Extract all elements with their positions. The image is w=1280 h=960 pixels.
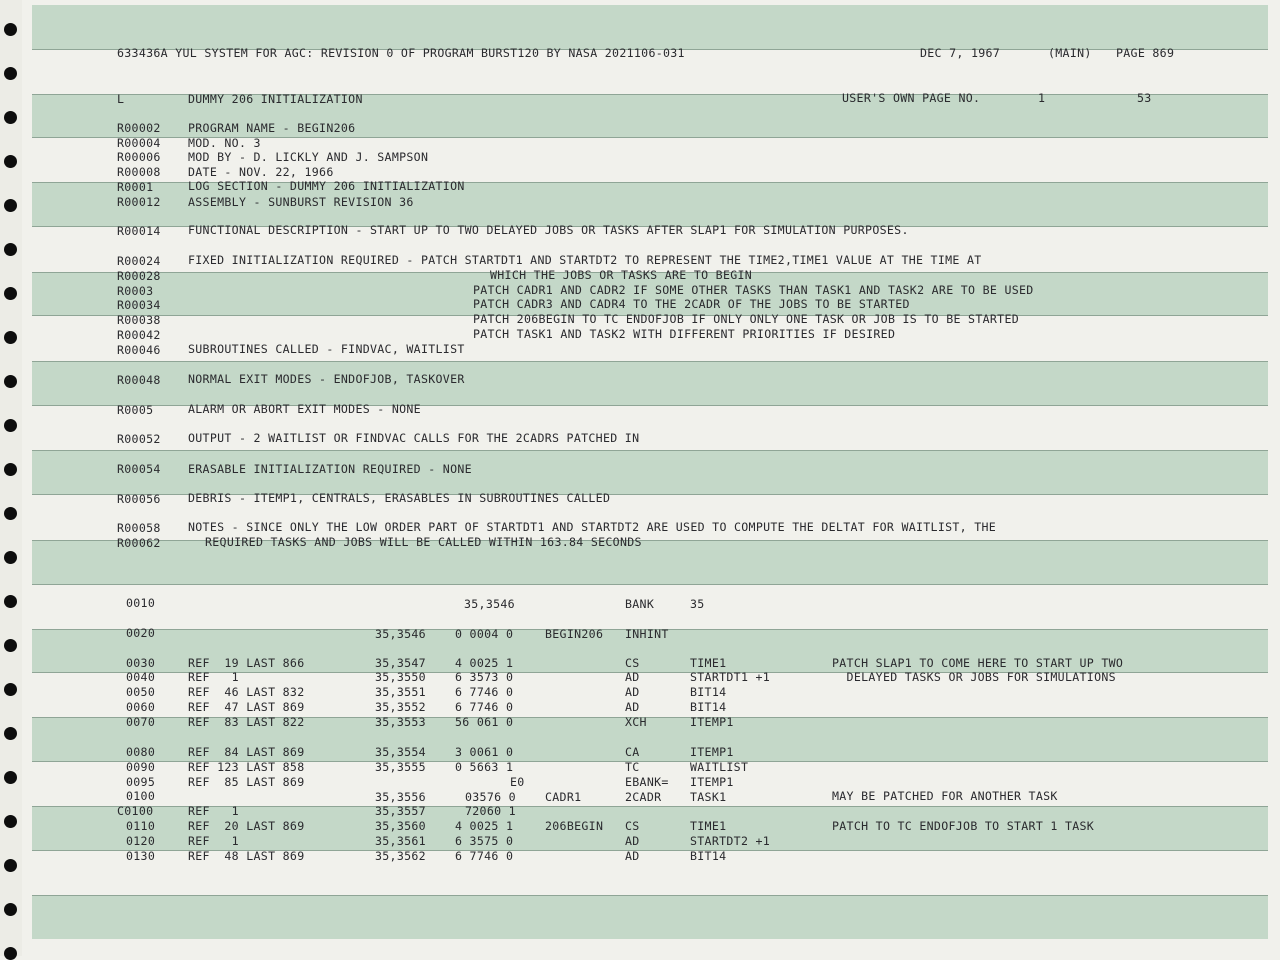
code-word: 0 5663 1 <box>455 760 514 774</box>
code-address: 35,3552 <box>375 700 426 714</box>
code-address: 35,3556 <box>375 790 426 804</box>
sprocket-strip <box>0 0 22 956</box>
punch-hole <box>4 859 17 872</box>
remark-text: MOD BY - D. LICKLY AND J. SAMPSON <box>188 150 429 164</box>
punch-hole <box>4 639 17 652</box>
punch-hole <box>4 551 17 564</box>
remark-id: R00012 <box>117 195 161 209</box>
code-word: 6 7746 0 <box>455 700 514 714</box>
code-opcode: AD <box>625 849 640 863</box>
code-comment: DELAYED TASKS OR JOBS FOR SIMULATIONS <box>832 670 1116 684</box>
remark-text: SUBROUTINES CALLED - FINDVAC, WAITLIST <box>188 342 465 356</box>
remark-text: WHICH THE JOBS OR TASKS ARE TO BEGIN <box>490 268 753 282</box>
users-page-number: 1 <box>1038 91 1046 105</box>
remark-id: R0001 <box>117 180 154 194</box>
code-operand: TASK1 <box>690 790 727 804</box>
remark-id: R0003 <box>117 284 154 298</box>
remark-text: NORMAL EXIT MODES - ENDOFJOB, TASKOVER <box>188 372 465 386</box>
remark-text: FUNCTIONAL DESCRIPTION - START UP TO TWO DELAYED JOBS OR TASKS AFTER SLAP1 FOR SIMULATION PURPOSES. <box>188 223 909 237</box>
remark-text: DEBRIS - ITEMP1, CENTRALS, ERASABLES IN SUBROUTINES CALLED <box>188 491 611 505</box>
punch-hole <box>4 771 17 784</box>
code-word: 56 061 0 <box>455 715 514 729</box>
code-comment: PATCH TO TC ENDOFJOB TO START 1 TASK <box>832 819 1095 833</box>
code-line-number: 0010 <box>126 596 156 610</box>
code-line-number: 0110 <box>126 819 156 833</box>
code-line-number: 0070 <box>126 715 156 729</box>
remark-id: R00004 <box>117 136 161 150</box>
remark-text: PROGRAM NAME - BEGIN206 <box>188 121 356 135</box>
punch-hole <box>4 947 17 960</box>
code-reference: REF 20 LAST 869 <box>188 819 305 833</box>
code-reference: REF 19 LAST 866 <box>188 656 305 670</box>
code-operand: BIT14 <box>690 685 727 699</box>
remark-id: R00058 <box>117 521 161 535</box>
remark-id: R00046 <box>117 343 161 357</box>
code-opcode: AD <box>625 834 640 848</box>
punch-hole <box>4 683 17 696</box>
code-opcode: AD <box>625 670 640 684</box>
remark-text: PATCH CADR3 AND CADR4 TO THE 2CADR OF THE JOBS TO BE STARTED <box>473 297 910 311</box>
code-opcode: XCH <box>625 715 647 729</box>
punch-hole <box>4 903 17 916</box>
code-line-number: 0120 <box>126 834 156 848</box>
code-operand: WAITLIST <box>690 760 749 774</box>
code-address: 35,3557 <box>375 804 426 818</box>
remark-text: PATCH CADR1 AND CADR2 IF SOME OTHER TASKS THAN TASK1 AND TASK2 ARE TO BE USED <box>473 283 1034 297</box>
punch-hole <box>4 287 17 300</box>
code-comment: PATCH SLAP1 TO COME HERE TO START UP TWO <box>832 656 1124 670</box>
header-line: 633436A YUL SYSTEM FOR AGC: REVISION 0 OF PROGRAM BURST120 BY NASA 2021106-031 <box>117 46 685 60</box>
listing-title: DUMMY 206 INITIALIZATION <box>188 92 363 106</box>
remark-id: R00024 <box>117 254 161 268</box>
code-word: E0 <box>510 775 525 789</box>
code-word: 4 0025 1 <box>455 819 514 833</box>
code-address: 35,3551 <box>375 685 426 699</box>
code-line-number: 0100 <box>126 789 156 803</box>
remark-id: R00006 <box>117 150 161 164</box>
remark-id: R00042 <box>117 328 161 342</box>
remark-text: LOG SECTION - DUMMY 206 INITIALIZATION <box>188 179 465 193</box>
code-address: 35,3553 <box>375 715 426 729</box>
code-operand: ITEMP1 <box>690 775 734 789</box>
remark-text: MOD. NO. 3 <box>188 136 261 150</box>
remark-text: ASSEMBLY - SUNBURST REVISION 36 <box>188 195 414 209</box>
code-line-number: 0050 <box>126 685 156 699</box>
remark-id: R00056 <box>117 492 161 506</box>
code-reference: REF 47 LAST 869 <box>188 700 305 714</box>
remark-text: PATCH 206BEGIN TO TC ENDOFJOB IF ONLY ONLY ONE TASK OR JOB IS TO BE STARTED <box>473 312 1020 326</box>
punch-hole <box>4 727 17 740</box>
code-operand: TIME1 <box>690 656 727 670</box>
code-opcode: BANK <box>625 597 655 611</box>
punch-hole <box>4 67 17 80</box>
punch-hole <box>4 199 17 212</box>
code-line-number: 0080 <box>126 745 156 759</box>
code-opcode: TC <box>625 760 640 774</box>
code-word: 03576 0 <box>465 790 516 804</box>
remark-id: R0005 <box>117 403 154 417</box>
remark-text: FIXED INITIALIZATION REQUIRED - PATCH STARTDT1 AND STARTDT2 TO REPRESENT THE TIME2,TIME1 VALUE AT THE TIME AT <box>188 253 982 267</box>
code-word: 3 0061 0 <box>455 745 514 759</box>
code-operand: ITEMP1 <box>690 715 734 729</box>
code-reference: REF 85 LAST 869 <box>188 775 305 789</box>
code-operand: STARTDT1 +1 <box>690 670 771 684</box>
remark-id: R00014 <box>117 224 161 238</box>
code-word: 6 7746 0 <box>455 685 514 699</box>
punch-hole <box>4 331 17 344</box>
code-opcode: CA <box>625 745 640 759</box>
punch-hole <box>4 111 17 124</box>
code-word: 0 0004 0 <box>455 627 514 641</box>
code-opcode: CS <box>625 656 640 670</box>
code-opcode: EBANK= <box>625 775 669 789</box>
code-address: 35,3546 <box>375 627 426 641</box>
code-line-number: 0040 <box>126 670 156 684</box>
remark-text: PATCH TASK1 AND TASK2 WITH DIFFERENT PRIORITIES IF DESIRED <box>473 327 896 341</box>
punch-hole <box>4 375 17 388</box>
code-line-number: C0100 <box>117 804 154 818</box>
code-address: 35,3562 <box>375 849 426 863</box>
code-reference: REF 46 LAST 832 <box>188 685 305 699</box>
remark-id: R00054 <box>117 462 161 476</box>
code-reference: REF 84 LAST 869 <box>188 745 305 759</box>
header-main: (MAIN) <box>1048 46 1092 60</box>
punch-hole <box>4 463 17 476</box>
remark-id: R00002 <box>117 121 161 135</box>
remark-id: R00038 <box>117 313 161 327</box>
code-reference: REF 1 <box>188 834 239 848</box>
code-address: 35,3560 <box>375 819 426 833</box>
code-word: 6 3573 0 <box>455 670 514 684</box>
punch-hole <box>4 507 17 520</box>
remark-text: OUTPUT - 2 WAITLIST OR FINDVAC CALLS FOR THE 2CADRS PATCHED IN <box>188 431 640 445</box>
code-address: 35,3561 <box>375 834 426 848</box>
punch-hole <box>4 419 17 432</box>
code-operand: TIME1 <box>690 819 727 833</box>
remark-id: R00034 <box>117 298 161 312</box>
code-reference: REF 1 <box>188 804 239 818</box>
code-word: 4 0025 1 <box>455 656 514 670</box>
code-operand: BIT14 <box>690 700 727 714</box>
header-date: DEC 7, 1967 <box>920 46 1001 60</box>
code-label: CADR1 <box>545 790 582 804</box>
remark-text: ERASABLE INITIALIZATION REQUIRED - NONE <box>188 462 472 476</box>
code-operand: ITEMP1 <box>690 745 734 759</box>
code-operand: 35 <box>690 597 705 611</box>
header-page-number: PAGE 869 <box>1116 46 1175 60</box>
code-opcode: AD <box>625 700 640 714</box>
remark-id: R00062 <box>117 536 161 550</box>
remark-id: R00048 <box>117 373 161 387</box>
code-reference: REF 123 LAST 858 <box>188 760 305 774</box>
code-reference: REF 48 LAST 869 <box>188 849 305 863</box>
remark-text: ALARM OR ABORT EXIT MODES - NONE <box>188 402 421 416</box>
punch-hole <box>4 243 17 256</box>
code-opcode: CS <box>625 819 640 833</box>
remark-id: R00028 <box>117 269 161 283</box>
code-word: 72060 1 <box>465 804 516 818</box>
remark-id: R00052 <box>117 432 161 446</box>
code-opcode: AD <box>625 685 640 699</box>
remark-id: R00008 <box>117 165 161 179</box>
code-opcode: 2CADR <box>625 790 662 804</box>
code-operand: STARTDT2 +1 <box>690 834 771 848</box>
code-label: 206BEGIN <box>545 819 604 833</box>
code-label: BEGIN206 <box>545 627 604 641</box>
code-word: 6 3575 0 <box>455 834 514 848</box>
code-address: 35,3554 <box>375 745 426 759</box>
code-line-number: 0130 <box>126 849 156 863</box>
punch-hole <box>4 23 17 36</box>
remark-text: DATE - NOV. 22, 1966 <box>188 165 334 179</box>
code-word: 6 7746 0 <box>455 849 514 863</box>
code-line-number: 0030 <box>126 656 156 670</box>
title-flag: L <box>117 92 125 106</box>
code-address: 35,3555 <box>375 760 426 774</box>
remark-text: NOTES - SINCE ONLY THE LOW ORDER PART OF STARTDT1 AND STARTDT2 ARE USED TO COMPUTE THE DELTAT FOR WAITLIST, THE <box>188 520 997 534</box>
code-operand: BIT14 <box>690 849 727 863</box>
users-page-label: USER'S OWN PAGE NO. <box>842 91 981 105</box>
code-line-number: 0095 <box>126 775 156 789</box>
code-comment: MAY BE PATCHED FOR ANOTHER TASK <box>832 789 1058 803</box>
code-address: 35,3546 <box>464 597 515 611</box>
remark-text: REQUIRED TASKS AND JOBS WILL BE CALLED WITHIN 163.84 SECONDS <box>205 535 642 549</box>
code-line-number: 0020 <box>126 626 156 640</box>
code-reference: REF 1 <box>188 670 239 684</box>
punch-hole <box>4 155 17 168</box>
punch-hole <box>4 815 17 828</box>
code-line-number: 0060 <box>126 700 156 714</box>
punch-hole <box>4 595 17 608</box>
code-reference: REF 83 LAST 822 <box>188 715 305 729</box>
code-address: 35,3547 <box>375 656 426 670</box>
code-line-number: 0090 <box>126 760 156 774</box>
right-page-number: 53 <box>1137 91 1152 105</box>
code-address: 35,3550 <box>375 670 426 684</box>
code-opcode: INHINT <box>625 627 669 641</box>
